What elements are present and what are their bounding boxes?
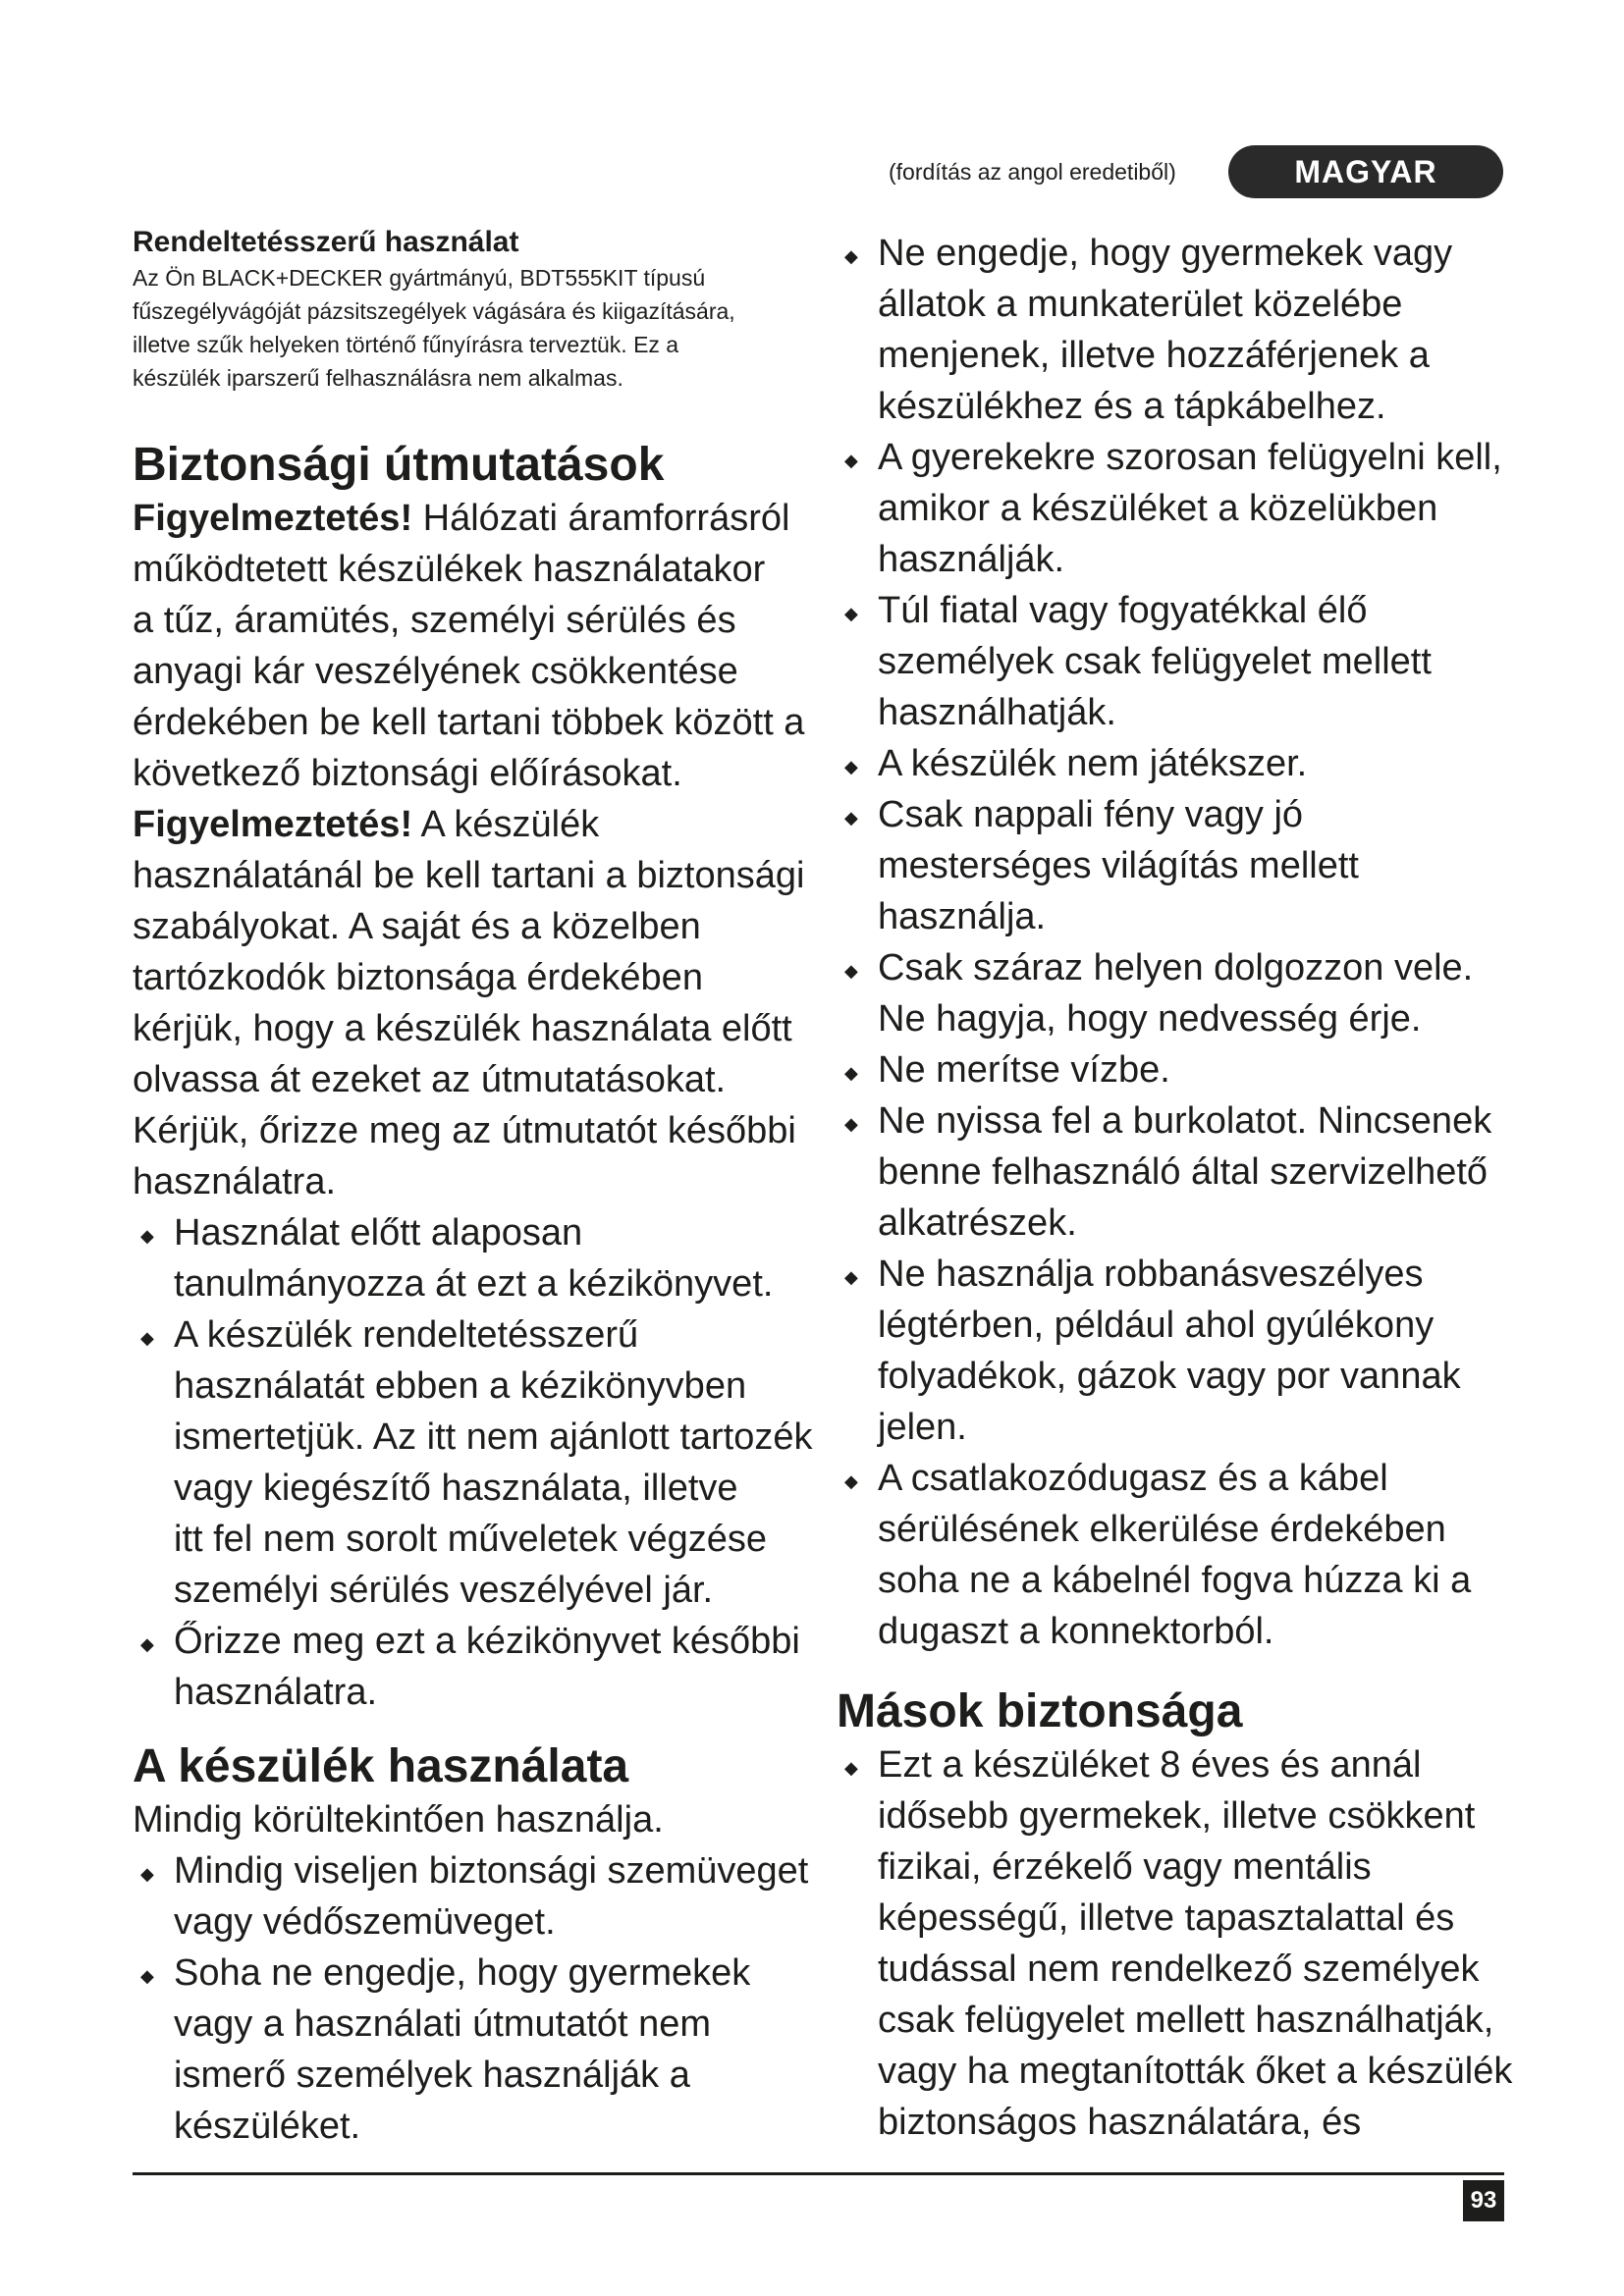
diamond-bullet-icon: ◆ xyxy=(844,451,858,470)
list-item-line: ismerő személyek használják a xyxy=(174,2055,690,2096)
list-item xyxy=(837,1453,1524,1657)
warning-text: Hálózati áramforrásról xyxy=(412,498,790,539)
list-item-line: sérülésének elkerülése érdekében xyxy=(878,1509,1446,1550)
list-item-line: biztonságos használatára, és xyxy=(878,2102,1362,2143)
warning-text: működtetett készülékek használatakor xyxy=(133,549,766,590)
device-use-bullet-list xyxy=(133,1845,839,2152)
diamond-bullet-icon: ◆ xyxy=(844,808,858,828)
list-item xyxy=(837,738,1524,789)
list-item-line: A csatlakozódugasz és a kábel xyxy=(878,1458,1388,1499)
list-item xyxy=(133,1616,839,1718)
warning-text: használatánál be kell tartani a biztonsági xyxy=(133,855,805,896)
warning-text: a tűz, áramütés, személyi sérülés és xyxy=(133,600,736,641)
list-item xyxy=(133,1309,839,1616)
list-item xyxy=(837,789,1524,942)
list-item xyxy=(837,942,1524,1044)
page-number: 93 xyxy=(1463,2180,1504,2221)
list-item-line: alkatrészek. xyxy=(878,1202,1077,1244)
device-use-heading: A készülék használata xyxy=(133,1740,629,1792)
list-item-line: mesterséges világítás mellett xyxy=(878,845,1359,886)
list-item-line: itt fel nem sorolt műveletek végzése xyxy=(174,1519,768,1560)
list-item-line: készülékhez és a tápkábelhez. xyxy=(878,386,1386,427)
language-badge: MAGYAR xyxy=(1228,145,1503,198)
diamond-bullet-icon: ◆ xyxy=(140,1328,154,1348)
list-item-line: Ezt a készüléket 8 éves és annál xyxy=(878,1744,1422,1786)
safety-heading: Biztonsági útmutatások xyxy=(133,439,665,491)
list-item-line: használják. xyxy=(878,539,1065,580)
intended-use-section xyxy=(133,224,735,395)
translation-note: (fordítás az angol eredetiből) xyxy=(889,159,1176,185)
warning-text: A készülék xyxy=(412,804,600,845)
diamond-bullet-icon: ◆ xyxy=(844,1063,858,1083)
list-item-line: Használat előtt alaposan xyxy=(174,1212,583,1254)
intended-use-line: készülék iparszerű felhasználásra nem alkalmas. xyxy=(133,365,623,391)
warning-label: Figyelmeztetés! xyxy=(133,498,413,539)
list-item-line: személyi sérülés veszélyével jár. xyxy=(174,1570,714,1611)
list-item-line: légtérben, például ahol gyúlékony xyxy=(878,1305,1435,1346)
warning-paragraph-1 xyxy=(133,493,839,799)
list-item xyxy=(837,1044,1524,1095)
list-item-line: képességű, illetve tapasztalattal és xyxy=(878,1897,1455,1939)
list-item xyxy=(837,585,1524,738)
list-item-line: személyek csak felügyelet mellett xyxy=(878,641,1432,682)
footer-rule xyxy=(133,2172,1504,2175)
list-item-line: vagy védőszemüveget. xyxy=(174,1901,556,1943)
warning-text: tartózkodók biztonsága érdekében xyxy=(133,957,703,998)
warning-text: használatra. xyxy=(133,1161,337,1202)
device-use-intro: Mindig körültekintően használja. xyxy=(133,1799,664,1841)
diamond-bullet-icon: ◆ xyxy=(844,604,858,623)
list-item-line: amikor a készüléket a közelükben xyxy=(878,488,1438,529)
list-item-line: Túl fiatal vagy fogyatékkal élő xyxy=(878,590,1368,631)
diamond-bullet-icon: ◆ xyxy=(844,246,858,266)
warning-label: Figyelmeztetés! xyxy=(133,804,413,845)
list-item-line: Mindig viseljen biztonsági szemüveget xyxy=(174,1850,809,1892)
warning-text: olvassa át ezeket az útmutatásokat. xyxy=(133,1059,727,1100)
list-item-line: használatra. xyxy=(174,1672,378,1713)
diamond-bullet-icon: ◆ xyxy=(844,961,858,981)
right-safety-section xyxy=(837,228,1524,1657)
list-item xyxy=(837,1739,1524,2148)
list-item-line: vagy kiegészítő használata, illetve xyxy=(174,1468,738,1509)
list-item-line: A készülék rendeltetésszerű xyxy=(174,1314,639,1356)
diamond-bullet-icon: ◆ xyxy=(844,1114,858,1134)
warning-paragraph-2 xyxy=(133,799,839,1207)
warning-text: következő biztonsági előírásokat. xyxy=(133,753,682,794)
safety-bullet-list xyxy=(133,1207,839,1718)
others-safety-bullet-list xyxy=(837,1739,1524,2148)
intended-use-line: fűszegélyvágóját pázsitszegélyek vágására és kiigazítására, xyxy=(133,298,735,324)
warning-text: anyagi kár veszélyének csökkentése xyxy=(133,651,738,692)
list-item xyxy=(133,1207,839,1309)
list-item xyxy=(133,1948,839,2152)
list-item-line: használatát ebben a kézikönyvben xyxy=(174,1365,747,1407)
list-item-line: Ne merítse vízbe. xyxy=(878,1049,1170,1091)
list-item-line: Csak száraz helyen dolgozzon vele. xyxy=(878,947,1474,988)
list-item-line: Csak nappali fény vagy jó xyxy=(878,794,1304,835)
intended-use-line: illetve szűk helyeken történő fűnyírásra terveztük. Ez a xyxy=(133,332,679,357)
list-item-line: Ne engedje, hogy gyermekek vagy xyxy=(878,233,1453,274)
list-item-line: fizikai, érzékelő vagy mentális xyxy=(878,1846,1372,1888)
list-item xyxy=(837,1249,1524,1453)
diamond-bullet-icon: ◆ xyxy=(140,1966,154,1986)
list-item-line: csak felügyelet mellett használhatják, xyxy=(878,2000,1494,2041)
list-item-line: Ne nyissa fel a burkolatot. Nincsenek xyxy=(878,1100,1492,1142)
list-item-line: Őrizze meg ezt a kézikönyvet későbbi xyxy=(174,1621,800,1662)
others-safety-heading: Mások biztonsága xyxy=(837,1685,1243,1737)
list-item-line: Ne hagyja, hogy nedvesség érje. xyxy=(878,998,1422,1040)
list-item-line: idősebb gyermekek, illetve csökkent xyxy=(878,1795,1476,1837)
warning-text: Kérjük, őrizze meg az útmutatót későbbi xyxy=(133,1110,796,1151)
list-item-line: dugaszt a konnektorból. xyxy=(878,1611,1274,1652)
warning-text: érdekében be kell tartani többek között a xyxy=(133,702,805,743)
diamond-bullet-icon: ◆ xyxy=(844,1471,858,1491)
list-item-line: vagy ha megtanították őket a készülék xyxy=(878,2051,1513,2092)
list-item-line: folyadékok, gázok vagy por vannak xyxy=(878,1356,1461,1397)
device-use-section xyxy=(133,1739,839,2152)
list-item-line: állatok a munkaterület közelébe xyxy=(878,284,1403,325)
list-item xyxy=(837,228,1524,432)
diamond-bullet-icon: ◆ xyxy=(844,1758,858,1778)
list-item xyxy=(837,432,1524,585)
list-item-line: használhatják. xyxy=(878,692,1116,733)
list-item-line: soha ne a kábelnél fogva húzza ki a xyxy=(878,1560,1472,1601)
list-item-line: tanulmányozza át ezt a kézikönyvet. xyxy=(174,1263,774,1305)
diamond-bullet-icon: ◆ xyxy=(844,1267,858,1287)
safety-section xyxy=(133,438,839,1718)
list-item-line: jelen. xyxy=(878,1407,967,1448)
intended-use-title: Rendeltetésszerű használat xyxy=(133,226,519,258)
list-item-line: tudással nem rendelkező személyek xyxy=(878,1949,1480,1990)
list-item-line: A készülék nem játékszer. xyxy=(878,743,1308,784)
list-item xyxy=(133,1845,839,1948)
right-bullet-list xyxy=(837,228,1524,1657)
list-item-line: használja. xyxy=(878,896,1047,937)
intended-use-line: Az Ön BLACK+DECKER gyártmányú, BDT555KIT típusú xyxy=(133,265,706,291)
list-item-line: benne felhasználó által szervizelhető xyxy=(878,1151,1489,1193)
list-item-line: A gyerekekre szorosan felügyelni kell, xyxy=(878,437,1502,478)
list-item-line: menjenek, illetve hozzáférjenek a xyxy=(878,335,1430,376)
list-item-line: Ne használja robbanásveszélyes xyxy=(878,1254,1424,1295)
warning-text: szabályokat. A saját és a közelben xyxy=(133,906,701,947)
list-item-line: Soha ne engedje, hogy gyermekek xyxy=(174,1952,751,1994)
others-safety-section xyxy=(837,1684,1524,2148)
warning-text: kérjük, hogy a készülék használata előtt xyxy=(133,1008,792,1049)
list-item-line: ismertetjük. Az itt nem ajánlott tartozék xyxy=(174,1416,813,1458)
list-item-line: vagy a használati útmutatót nem xyxy=(174,2003,712,2045)
list-item xyxy=(837,1095,1524,1249)
intended-use-text xyxy=(133,261,735,395)
diamond-bullet-icon: ◆ xyxy=(140,1226,154,1246)
diamond-bullet-icon: ◆ xyxy=(140,1864,154,1884)
list-item-line: készüléket. xyxy=(174,2106,361,2147)
diamond-bullet-icon: ◆ xyxy=(140,1634,154,1654)
diamond-bullet-icon: ◆ xyxy=(844,757,858,776)
